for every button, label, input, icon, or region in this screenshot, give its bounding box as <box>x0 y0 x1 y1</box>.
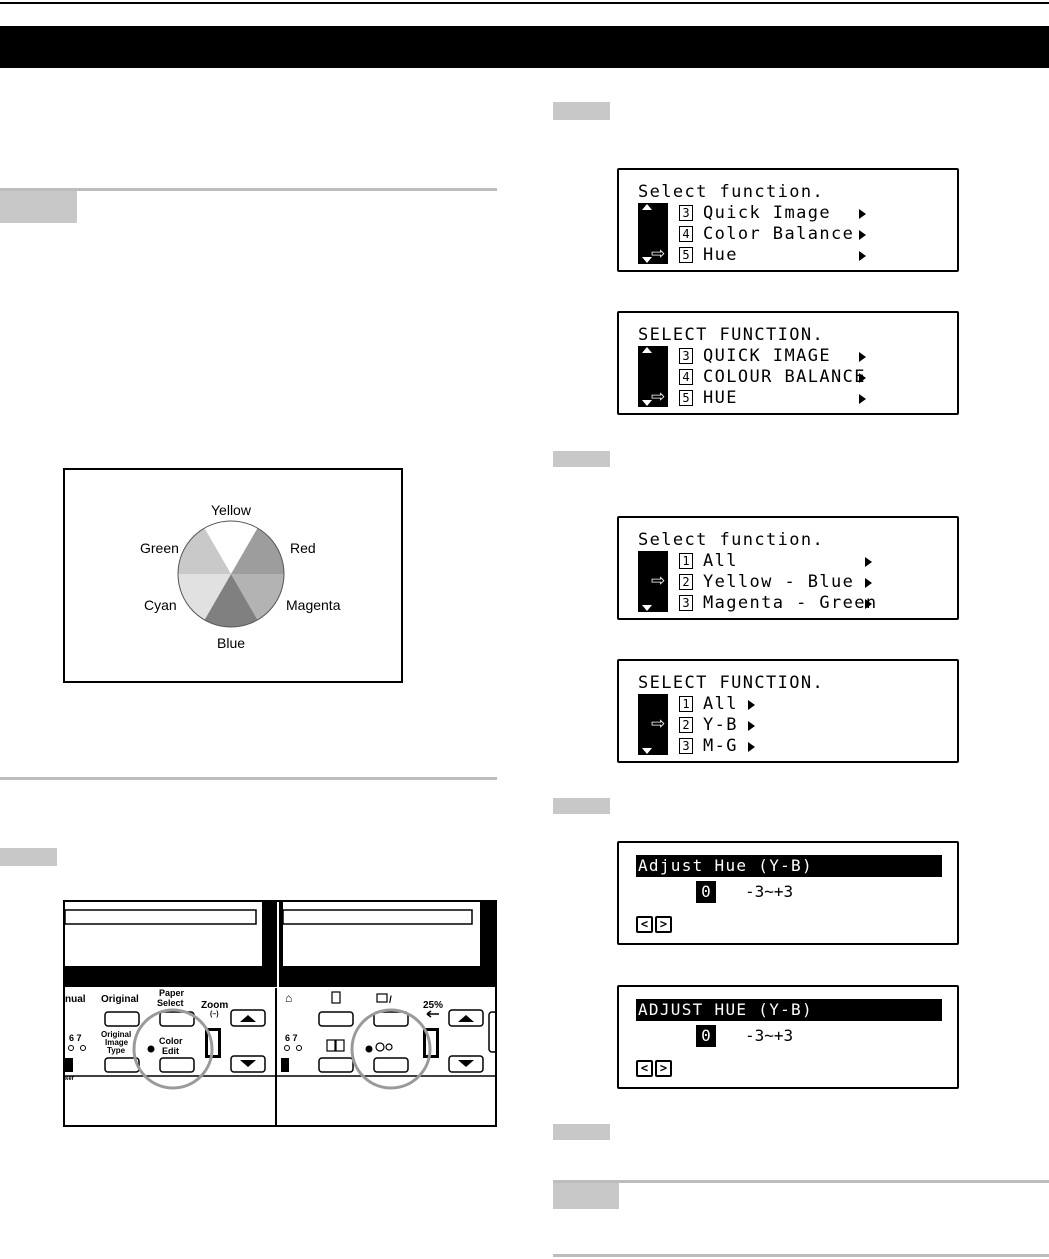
cursor-arrow-icon: ⇨ <box>651 244 666 264</box>
svg-text:(–): (–) <box>210 1011 219 1018</box>
item-label: Y-B <box>703 715 738 735</box>
section-header-band <box>0 26 1049 68</box>
left-key[interactable]: < <box>636 1060 653 1077</box>
item-number: 5 <box>679 247 693 263</box>
cursor-arrow-icon: ⇨ <box>651 571 666 591</box>
submenu-arrow-icon <box>748 742 755 752</box>
operation-panel <box>65 902 495 1125</box>
submenu-arrow-icon <box>859 373 866 383</box>
item-label: All <box>703 551 738 571</box>
submenu-arrow-icon <box>859 230 866 240</box>
cursor-arrow-icon: ⇨ <box>651 387 666 407</box>
label-magenta: Magenta <box>286 597 341 613</box>
item-label: COLOUR BALANCE <box>703 367 866 387</box>
hue-value: 0 <box>696 881 716 903</box>
submenu-arrow-icon <box>859 352 866 362</box>
divider <box>553 1180 1049 1183</box>
svg-text:6 7: 6 7 <box>285 1033 298 1043</box>
step-tag <box>553 451 610 467</box>
item-number: 4 <box>679 226 693 242</box>
menu-item[interactable] <box>679 388 738 408</box>
scroll-down-icon <box>642 748 652 754</box>
top-rule <box>0 2 1049 4</box>
item-number: 4 <box>679 369 693 385</box>
label-green: Green <box>140 540 179 556</box>
step-tag <box>553 798 610 814</box>
svg-text:ker: ker <box>65 1076 75 1082</box>
menu-item[interactable] <box>679 346 831 366</box>
lcd-title: Select function. <box>638 182 825 202</box>
label-yellow: Yellow <box>211 502 251 518</box>
scroll-up-icon <box>642 347 652 353</box>
label-red: Red <box>290 540 316 556</box>
hue-range: -3~+3 <box>745 1026 794 1045</box>
svg-text:Type: Type <box>107 1046 126 1055</box>
lcd-screen-hue-functions-upper <box>617 659 959 763</box>
menu-item[interactable] <box>679 224 854 244</box>
label-original: Original <box>101 994 139 1005</box>
operation-panel-figure <box>63 900 497 1127</box>
original-button <box>105 1012 139 1026</box>
lcd-screen-adjust-hue-upper <box>617 985 959 1089</box>
label-blue: Blue <box>217 635 246 651</box>
nav-keys <box>636 916 672 933</box>
submenu-arrow-icon <box>865 557 872 567</box>
scroll-up-icon <box>642 204 652 210</box>
nav-keys <box>636 1060 672 1077</box>
label-manual: nual <box>65 994 86 1005</box>
note-tag <box>0 191 77 223</box>
label-zoom: Zoom <box>201 1000 229 1011</box>
item-number: 2 <box>679 717 693 733</box>
item-label: QUICK IMAGE <box>703 346 831 366</box>
svg-text:Original: Original <box>101 1030 132 1039</box>
svg-text:Image: Image <box>105 1038 129 1047</box>
menu-item[interactable] <box>679 203 831 223</box>
right-key[interactable]: > <box>655 916 672 933</box>
label-25-percent: 25% <box>423 1000 444 1011</box>
item-number: 3 <box>679 595 693 611</box>
hue-wheel-figure <box>63 468 403 683</box>
item-number: 3 <box>679 205 693 221</box>
item-label: Quick Image <box>703 203 831 223</box>
submenu-arrow-icon <box>865 578 872 588</box>
lcd-screen-hue-functions <box>617 516 959 620</box>
submenu-arrow-icon <box>748 700 755 710</box>
hue-wheel <box>65 470 401 681</box>
label-color-edit: Color <box>159 1036 183 1046</box>
item-label: Hue <box>703 245 738 265</box>
item-label: Magenta - Green <box>703 593 878 613</box>
cursor-arrow-icon: ⇨ <box>651 714 666 734</box>
item-label: Color Balance <box>703 224 855 244</box>
item-label: M-G <box>703 736 738 756</box>
step-tag <box>553 102 610 120</box>
svg-text:/: / <box>389 995 392 1006</box>
item-label: Yellow - Blue <box>703 572 855 592</box>
menu-item[interactable] <box>679 593 878 613</box>
lcd-title: SELECT FUNCTION. <box>638 325 825 345</box>
item-label: All <box>703 694 738 714</box>
svg-text:6 7: 6 7 <box>69 1033 82 1043</box>
menu-item[interactable] <box>679 715 738 735</box>
item-label: HUE <box>703 388 738 408</box>
label-cyan: Cyan <box>144 597 177 613</box>
color-edit-button <box>160 1058 194 1072</box>
item-number: 1 <box>679 553 693 569</box>
item-number: 3 <box>679 348 693 364</box>
item-number: 1 <box>679 696 693 712</box>
lcd-title: Select function. <box>638 530 825 550</box>
svg-text:⌂: ⌂ <box>285 991 293 1005</box>
menu-item[interactable] <box>679 245 738 265</box>
note-tag <box>553 1183 619 1209</box>
menu-item[interactable] <box>679 367 866 387</box>
step-tag <box>0 848 57 866</box>
submenu-arrow-icon <box>865 599 872 609</box>
lcd-title: Adjust Hue (Y-B) <box>636 855 942 877</box>
submenu-arrow-icon <box>859 209 866 219</box>
item-number: 3 <box>679 738 693 754</box>
submenu-arrow-icon <box>859 394 866 404</box>
lcd-screen-adjust-hue <box>617 841 959 945</box>
menu-item[interactable] <box>679 551 738 571</box>
menu-item[interactable] <box>679 694 738 714</box>
lcd-screen-select-function-upper <box>617 311 959 415</box>
submenu-arrow-icon <box>859 251 866 261</box>
lcd-title: ADJUST HUE (Y-B) <box>636 999 942 1021</box>
divider <box>0 777 497 780</box>
menu-item[interactable] <box>679 572 854 592</box>
right-key[interactable]: > <box>655 1060 672 1077</box>
svg-text:Edit: Edit <box>162 1046 179 1056</box>
item-number: 2 <box>679 574 693 590</box>
hue-range: -3~+3 <box>745 882 794 901</box>
divider <box>553 1254 1049 1257</box>
item-number: 5 <box>679 390 693 406</box>
submenu-arrow-icon <box>748 721 755 731</box>
hue-value: 0 <box>696 1025 716 1047</box>
lcd-title: SELECT FUNCTION. <box>638 673 825 693</box>
scroll-down-icon <box>642 605 652 611</box>
step-tag <box>553 1124 610 1140</box>
svg-text:Select: Select <box>157 998 184 1008</box>
lcd-screen-select-function <box>617 168 959 272</box>
label-paper-select: Paper <box>159 988 185 998</box>
left-key[interactable]: < <box>636 916 653 933</box>
menu-item[interactable] <box>679 736 738 756</box>
